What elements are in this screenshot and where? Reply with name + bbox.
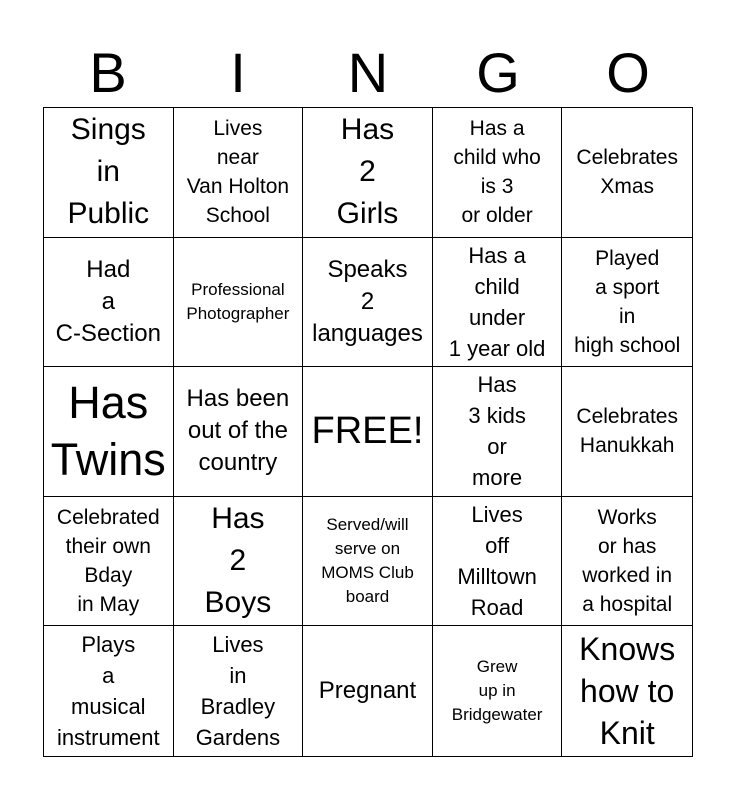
bingo-cell[interactable] [44, 367, 174, 497]
header-letter-o: O [606, 41, 650, 104]
cell-label: Celebrates Hanukkah [576, 405, 678, 458]
bingo-cell[interactable] [562, 238, 692, 368]
cell-label: Served/will serve on MOMS Club board [321, 515, 414, 607]
bingo-cell[interactable] [44, 626, 174, 756]
bingo-cell[interactable] [433, 626, 563, 756]
cell-label: Celebrates Xmas [576, 146, 678, 199]
cell-label: Knows how to Knit [579, 631, 676, 752]
header-letter-b: B [89, 41, 127, 104]
cell-label: Lives near Van Holton School [186, 117, 290, 228]
header-letter-g: G [476, 41, 520, 104]
cell-label: Has a child who is 3 or older [453, 117, 541, 228]
bingo-cell[interactable] [562, 497, 692, 627]
bingo-board [43, 107, 693, 757]
bingo-cell[interactable] [303, 238, 433, 368]
bingo-cell[interactable] [433, 497, 563, 627]
bingo-cell[interactable] [303, 108, 433, 238]
cell-label: Has 3 kids or more [468, 372, 526, 491]
free-space[interactable] [303, 367, 433, 497]
header-letter-n: N [347, 41, 389, 104]
bingo-cell[interactable] [44, 108, 174, 238]
bingo-header [43, 42, 693, 104]
bingo-cell[interactable] [433, 367, 563, 497]
cell-label: Played a sport in high school [574, 246, 681, 357]
bingo-cell[interactable] [562, 367, 692, 497]
cell-label: Has a child under 1 year old [448, 242, 546, 361]
bingo-cell[interactable] [433, 238, 563, 368]
cell-label: Has 2 Girls [336, 113, 399, 231]
cell-label: Sings in Public [67, 113, 150, 231]
cell-label: Lives in Bradley Gardens [195, 632, 281, 751]
header-letter-i: I [230, 41, 246, 104]
bingo-cell[interactable] [174, 238, 304, 368]
bingo-cell[interactable] [174, 497, 304, 627]
cell-label: Plays a musical instrument [56, 632, 160, 751]
cell-label: FREE! [311, 410, 424, 453]
bingo-cell[interactable] [562, 108, 692, 238]
bingo-cell[interactable] [44, 238, 174, 368]
cell-label: Speaks 2 languages [312, 255, 423, 347]
cell-label: Has been out of the country [186, 385, 290, 477]
cell-label: Pregnant [318, 677, 417, 705]
bingo-cell[interactable] [303, 497, 433, 627]
cell-label: Has 2 Boys [204, 502, 272, 620]
bingo-cell[interactable] [174, 367, 304, 497]
cell-label: Has Twins [50, 377, 166, 486]
cell-label: Lives off Milltown Road [457, 502, 537, 621]
bingo-cell[interactable] [44, 497, 174, 627]
bingo-cell[interactable] [174, 108, 304, 238]
cell-label: Celebrated their own Bday in May [56, 506, 160, 617]
cell-label: Professional Photographer [186, 279, 290, 323]
bingo-cell[interactable] [433, 108, 563, 238]
cell-label: Had a C-Section [55, 255, 161, 347]
bingo-cell[interactable] [562, 626, 692, 756]
bingo-cell[interactable] [303, 626, 433, 756]
cell-label: Works or has worked in a hospital [582, 506, 673, 617]
bingo-cell[interactable] [174, 626, 304, 756]
cell-label: Grew up in Bridgewater [451, 657, 543, 725]
